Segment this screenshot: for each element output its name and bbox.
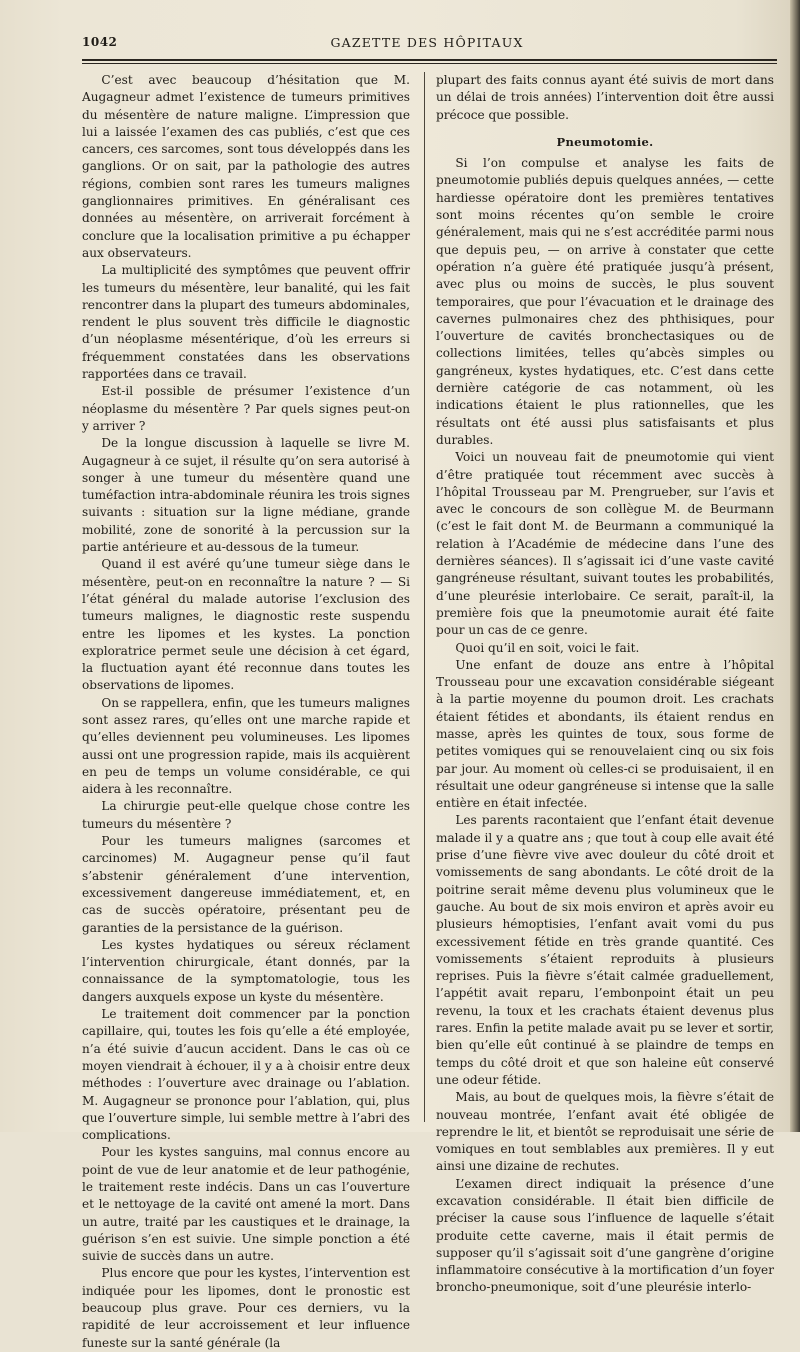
paragraph: Quand il est avéré qu’une tumeur siège dans le mésentère, peut-on en reconnaître la nature ? — Si l’état général du malade autorise l’exclusion des tumeurs malignes, le diagnostic reste suspendu entre les lipomes et les kystes. La ponction exploratrice permet seule une décision à cet égard, la fluctuation ayant été reconnue dans toutes les observations de lipomes.	[82, 557, 410, 693]
paragraph: L’examen direct indiquait la présence d’une excavation considérable. Il était bien difficile de préciser la cause sous l’influence de laquelle s’était produite cette caverne, mais il était permis de supposer qu’il s’agissait soit d’une gangrène d’origine inflammatoire consécutive à la mortification d’un foyer broncho-pneumonique, soit d’une pleurésie interlo-	[436, 1176, 774, 1295]
header-rule-thick	[82, 59, 777, 61]
paragraph: Voici un nouveau fait de pneumotomie qui vient d’être pratiquée tout récemment avec succès à l’hôpital Trousseau par M. Prengrueber, sur l’avis et avec le concours de son collègue M. de Beurmann (c’est le fait dont M. de Beurmann a communiqué la relation à l’Académie de médecine dans l’une des dernières séances). Il s’agissait ici d’une vaste cavité gangréneuse résultant, suivant toutes les probabilités, d’une pleurésie interlobaire. Ce serait, paraît-il, la première fois que la pneumotomie aurait été faite pour un cas de ce genre.	[436, 450, 774, 638]
paragraph: Pour les kystes sanguins, mal connus encore au point de vue de leur anatomie et de leur pathogénie, le traitement reste indécis. Dans un cas l’ouverture et le nettoyage de la cavité ont amené la mort. Dans un autre, traité par les caustiques et le drainage, la guérison s’en est suivie. Une simple ponction a été suivie de succès dans un autre.	[82, 1145, 410, 1264]
journal-title: GAZETTE DES HÔPITAUX	[330, 35, 524, 50]
paragraph: Plus encore que pour les kystes, l’intervention est indiquée pour les lipomes, dont le pronostic est beaucoup plus grave. Pour ces derniers, vu la rapidité de leur accroissement et leur influence funeste sur la santé générale (la	[82, 1266, 410, 1350]
paragraph: C’est avec beaucoup d’hésitation que M. Augagneur admet l’existence de tumeurs primitives du mésentère de nature maligne. L’impression que lui a laissée l’examen des cas publiés, c’est que ces cancers, ces sarcomes, sont tous développés dans les ganglions. Or on sait, par la pathologie des autres régions, combien sont rares les tumeurs malignes ganglionnaires primitives. En généralisant ces données au mésentère, on arriverait forcément à conclure que la localisation primitive a pu échapper aux observateurs.	[82, 73, 410, 260]
paragraph: La chirurgie peut-elle quelque chose contre les tumeurs du mésentère ?	[82, 799, 410, 831]
page-edge-shadow	[790, 0, 800, 1132]
paragraph: La multiplicité des symptômes que peuvent offrir les tumeurs du mésentère, leur banalité, qui les fait rencontrer dans la plupart des tumeurs abdominales, rendent le plus souvent très difficile le diagnostic d’un néoplasme mésentérique, d’où les erreurs si fréquemment constatées dans les observations rapportées dans ce travail.	[82, 263, 410, 382]
paragraph: De la longue discussion à laquelle se livre M. Augagneur à ce sujet, il résulte qu’on sera autorisé à songer à une tumeur du mésentère quand une tuméfaction intra-abdominale réunira les trois signes suivants : situation sur la ligne médiane, grande mobilité, zone de sonorité à la percussion sur la partie antérieure et au-dessous de la tumeur.	[82, 436, 410, 555]
section-heading: Pneumotomie.	[556, 134, 654, 149]
paragraph: Quoi qu’il en soit, voici le fait.	[455, 640, 640, 655]
paragraph: Les kystes hydatiques ou séreux réclament l’intervention chirurgicale, étant donnés, par la connaissance de la symptomatologie, tous les dangers auxquels expose un kyste du mésentère.	[82, 937, 410, 1004]
paragraph: Si l’on compulse et analyse les faits de pneumotomie publiés depuis quelques années, — cette hardiesse opératoire dont les premières tentatives sont moins récentes qu’on semble le croire généralement, mais qui ne s’est accréditée parmi nous que depuis peu, — on arrive à constater que cette opération n’a guère été pratiquée jusqu’à présent, avec plus ou moins de succès, le plus souvent temporaires, que pour l’évacuation et le drainage des cavernes pulmonaires chez des phthisiques, pour l’ouverture de cavités bronchectasiques ou de collections limitées, telles qu’abcès simples ou gangréneux, kystes hydatiques, etc. C’est dans cette dernière catégorie de cas notamment, où les indications étaient le plus rationnelles, que les résultats ont été aussi plus satisfaisants et plus durables.	[436, 156, 774, 447]
header-rule-thin	[82, 63, 777, 64]
paragraph: Les parents racontaient que l’enfant était devenue malade il y a quatre ans ; que tout à coup elle avait été prise d’une fièvre vive avec douleur du côté droit et vomissements de sang abondants. Le côté droit de la poitrine serait même devenu plus volumineux que le gauche. Au bout de six mois environ et après avoir eu plusieurs hémoptisies, l’enfant avait vomi du pus excessivement fétide en très grande quantité. Ces vomissements s’étaient reproduits à plusieurs reprises. Puis la fièvre s’était calmée graduellement, l’appétit avait reparu, l’embonpoint était un peu revenu, la toux et les crachats étaient devenus plus rares. Enfin la petite malade avait pu se lever et sortir, bien qu’elle eût continué à se plaindre de temps en temps du côté droit et que son haleine eût conservé une odeur fétide.	[436, 813, 774, 1087]
paragraph-continued: plupart des faits connus ayant été suivis de mort dans un délai de trois années) l’intervention doit être aussi précoce que possible.	[436, 73, 774, 122]
paragraph: Mais, au bout de quelques mois, la fièvre s’était de nouveau montrée, l’enfant avait été obligée de reprendre le lit, et bientôt se reproduisait une série de vomiques en tout semblables aux premières. Il y eut ainsi une dizaine de rechutes.	[436, 1090, 774, 1174]
page-header	[82, 35, 772, 55]
paragraph: Une enfant de douze ans entre à l’hôpital Trousseau pour une excavation considérable siégeant à la partie moyenne du poumon droit. Les crachats étaient fétides et abondants, ils étaient rendus en masse, après les quintes de toux, sous forme de petites vomiques qui se renouvelaient cinq ou six fois par jour. Au moment où celles-ci se produisaient, il en résultait une odeur gangréneuse si intense que la salle entière en était infectée.	[436, 657, 774, 811]
paragraph: Est-il possible de présumer l’existence d’un néoplasme du mésentère ? Par quels signes peut-on y arriver ?	[82, 384, 410, 433]
paragraph: Le traitement doit commencer par la ponction capillaire, qui, toutes les fois qu’elle a été employée, n’a été suivie d’aucun accident. Dans le cas où ce moyen viendrait à échouer, il y a à choisir entre deux méthodes : l’ouverture avec drainage ou l’ablation. M. Augagneur se prononce pour l’ablation, qui, plus que l’ouverture simple, lui semble mettre à l’abri des complications.	[82, 1007, 410, 1143]
right-column	[436, 72, 774, 1297]
page-number: 1042	[82, 35, 118, 49]
column-divider	[424, 72, 425, 1122]
paragraph: On se rappellera, enfin, que les tumeurs malignes sont assez rares, qu’elles ont une marche rapide et qu’elles deviennent peu volumineuses. Les lipomes aussi ont une progression rapide, mais ils acquièrent en peu de temps un volume considérable, ce qui aidera à les reconnaître.	[82, 695, 410, 797]
left-column	[82, 72, 410, 1352]
paragraph: Pour les tumeurs malignes (sarcomes et carcinomes) M. Augagneur pense qu’il faut s’abstenir généralement d’une intervention, excessivement dangereuse immédiatement, et, en cas de succès opératoire, présentant peu de garanties de la persistance de la guérison.	[82, 834, 410, 935]
